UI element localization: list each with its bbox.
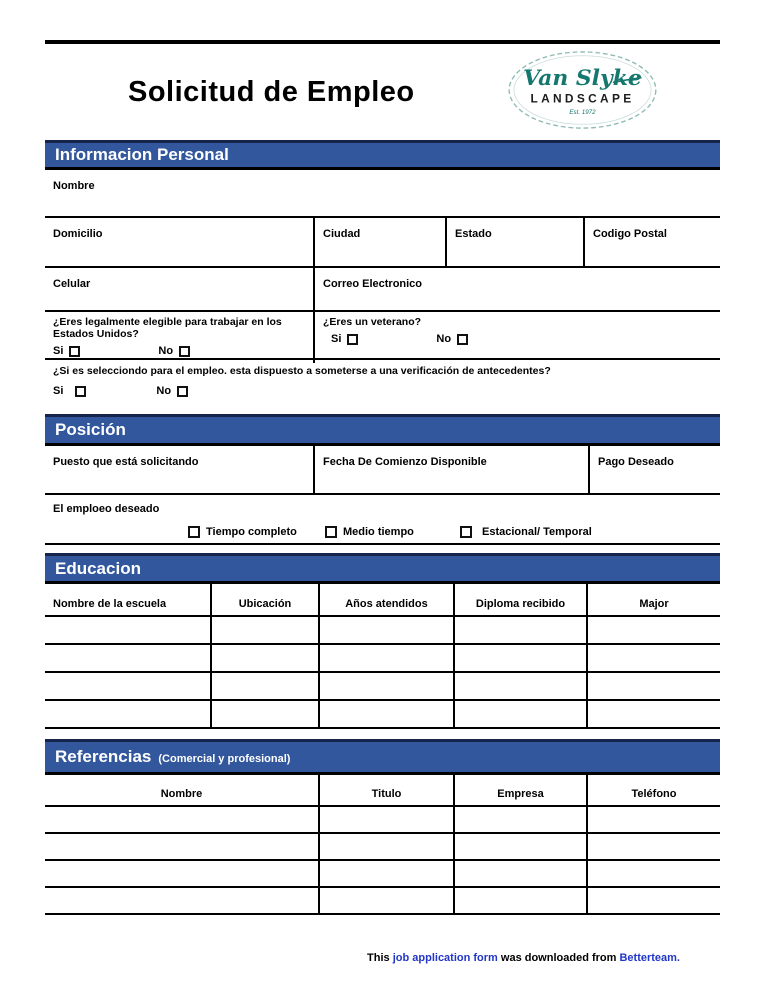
table-cell[interactable] <box>455 861 588 886</box>
nombre-label: Nombre <box>53 180 95 192</box>
checkbox-background-no[interactable] <box>177 386 188 397</box>
table-cell[interactable] <box>588 617 720 643</box>
table-cell[interactable] <box>455 888 588 913</box>
job-application-form-link[interactable]: job application form <box>392 952 498 964</box>
eligibility-row <box>45 312 720 360</box>
ciudad-label: Ciudad <box>323 228 361 240</box>
yes-label: Si <box>331 333 342 346</box>
table-cell[interactable] <box>320 888 455 913</box>
table-cell[interactable] <box>588 807 720 832</box>
question-background-check <box>45 360 720 414</box>
section-header-referencias <box>45 739 720 775</box>
question-background-text: ¿Si es selecciondo para el empleo. esta dispuesto a someterse a una verificación de antecedentes? <box>53 365 551 377</box>
education-table-row <box>45 701 720 729</box>
table-cell[interactable] <box>320 834 455 859</box>
table-cell[interactable] <box>45 617 212 643</box>
column-header: Nombre de la escuela <box>45 584 212 615</box>
column-header: Ubicación <box>212 584 320 615</box>
footer-text: was downloaded from <box>497 952 620 964</box>
pago-label: Pago Deseado <box>598 456 674 468</box>
table-cell[interactable] <box>45 888 320 913</box>
column-header: Diploma recibido <box>455 584 588 615</box>
contact-row <box>45 268 720 312</box>
field-nombre[interactable] <box>45 170 720 218</box>
table-cell[interactable] <box>588 834 720 859</box>
section-title: Referencias <box>55 747 152 766</box>
references-table <box>45 775 720 915</box>
table-cell[interactable] <box>320 645 455 671</box>
column-header: Teléfono <box>631 788 677 800</box>
checkbox-tiempo-completo[interactable] <box>188 526 200 538</box>
option-label: Estacional/ Temporal <box>482 526 592 538</box>
table-cell[interactable] <box>455 673 588 699</box>
column-header: Major <box>639 598 669 610</box>
table-cell[interactable] <box>320 673 455 699</box>
desired-employment-block <box>45 495 720 545</box>
address-row <box>45 218 720 268</box>
column-header: Titulo <box>320 775 455 805</box>
codigo-postal-label: Codigo Postal <box>593 228 667 240</box>
question-eligible <box>45 312 315 363</box>
table-cell[interactable] <box>45 834 320 859</box>
table-cell[interactable] <box>455 701 588 727</box>
section-header-informacion-personal <box>45 140 720 170</box>
table-cell[interactable] <box>588 888 720 913</box>
table-cell[interactable] <box>45 645 212 671</box>
checkbox-veteran-no[interactable] <box>457 334 468 345</box>
no-label: No <box>156 385 172 398</box>
checkbox-estacional-temporal[interactable] <box>460 526 472 538</box>
page-title: Solicitud de Empleo <box>128 75 415 108</box>
education-table-row <box>45 673 720 701</box>
option-tiempo-completo <box>188 526 325 538</box>
checkbox-eligible-no[interactable] <box>179 346 190 357</box>
footer-text: This <box>367 952 393 964</box>
checkbox-medio-tiempo[interactable] <box>325 526 337 538</box>
no-label: No <box>436 333 452 346</box>
fecha-label: Fecha De Comienzo Disponible <box>323 456 487 468</box>
question-veteran <box>315 312 720 363</box>
table-cell[interactable] <box>320 861 455 886</box>
domicilio-label: Domicilio <box>53 228 103 240</box>
logo-est-text: Est. 1972 <box>569 108 596 116</box>
checkbox-background-yes[interactable] <box>75 386 86 397</box>
section-title: Posición <box>55 420 126 439</box>
field-celular[interactable] <box>45 268 315 310</box>
company-logo <box>505 50 660 135</box>
table-cell[interactable] <box>45 807 320 832</box>
betterteam-link[interactable]: Betterteam. <box>619 952 680 964</box>
attribution-footer <box>367 952 680 964</box>
education-table-row <box>45 617 720 645</box>
field-domicilio[interactable] <box>45 218 315 266</box>
field-codigo-postal[interactable] <box>585 218 720 266</box>
question-eligible-text: ¿Eres legalmente elegible para trabajar en los Estados Unidos? <box>53 316 282 341</box>
section-subtitle: (Comercial y profesional) <box>158 753 291 765</box>
correo-label: Correo Electronico <box>323 278 423 290</box>
references-table-row <box>45 888 720 915</box>
desired-label: El emploeo deseado <box>53 503 160 515</box>
puesto-label: Puesto que está solicitando <box>53 456 199 468</box>
option-label: Tiempo completo <box>206 526 297 538</box>
column-header: Años atendidos <box>320 584 455 615</box>
option-medio-tiempo <box>325 526 460 538</box>
education-header-row <box>45 584 720 617</box>
logo-script-text: Van Slyke <box>523 64 642 91</box>
table-cell[interactable] <box>455 807 588 832</box>
celular-label: Celular <box>53 278 91 290</box>
column-header: Nombre <box>45 775 320 805</box>
field-puesto[interactable] <box>45 446 315 493</box>
field-ciudad[interactable] <box>315 218 447 266</box>
yes-label: Si <box>53 345 64 358</box>
table-cell[interactable] <box>212 701 320 727</box>
estado-label: Estado <box>455 228 492 240</box>
field-fecha-comienzo[interactable] <box>315 446 590 493</box>
checkbox-veteran-yes[interactable] <box>347 334 358 345</box>
education-table <box>45 584 720 729</box>
logo-landscape-text: LANDSCAPE <box>530 90 635 105</box>
form-header <box>45 44 720 140</box>
table-cell[interactable] <box>320 617 455 643</box>
question-veteran-text: ¿Eres un veterano? <box>323 316 422 328</box>
table-cell[interactable] <box>455 617 588 643</box>
table-cell[interactable] <box>320 807 455 832</box>
table-cell[interactable] <box>455 645 588 671</box>
table-cell[interactable] <box>212 645 320 671</box>
references-header-row <box>45 775 720 807</box>
table-cell[interactable] <box>588 645 720 671</box>
checkbox-eligible-yes[interactable] <box>69 346 80 357</box>
table-cell[interactable] <box>588 861 720 886</box>
table-cell[interactable] <box>588 701 720 727</box>
table-cell[interactable] <box>45 701 212 727</box>
table-cell[interactable] <box>320 701 455 727</box>
education-table-row <box>45 645 720 673</box>
field-estado[interactable] <box>447 218 585 266</box>
references-table-row <box>45 861 720 888</box>
column-header: Empresa <box>455 775 588 805</box>
option-estacional-temporal <box>460 526 592 538</box>
position-row <box>45 446 720 495</box>
references-table-row <box>45 834 720 861</box>
yes-label: Si <box>53 385 64 398</box>
section-title: Informacion Personal <box>55 145 229 164</box>
table-cell[interactable] <box>212 617 320 643</box>
section-header-posicion <box>45 414 720 446</box>
field-pago-deseado[interactable] <box>590 446 720 493</box>
field-correo-electronico[interactable] <box>315 268 720 310</box>
no-label: No <box>158 345 174 358</box>
table-cell[interactable] <box>588 673 720 699</box>
table-cell[interactable] <box>45 861 320 886</box>
section-title: Educacion <box>55 558 141 578</box>
references-table-row <box>45 807 720 834</box>
table-cell[interactable] <box>212 673 320 699</box>
table-cell[interactable] <box>455 834 588 859</box>
option-label: Medio tiempo <box>343 526 414 538</box>
section-header-educacion <box>45 553 720 584</box>
table-cell[interactable] <box>45 673 212 699</box>
